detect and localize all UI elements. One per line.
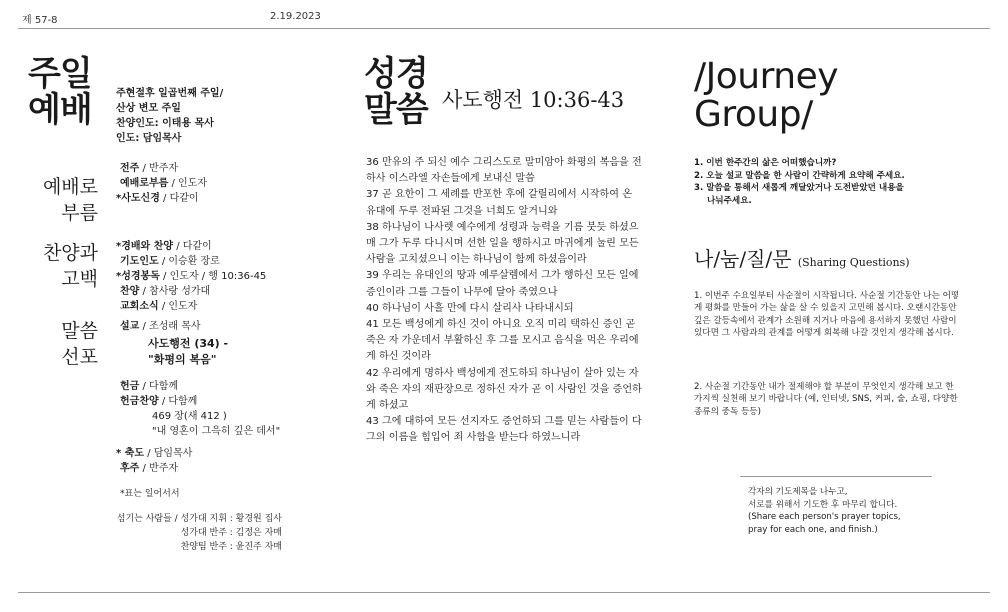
order-row: *경배와 찬양 / 다같이 [116,241,212,252]
server-line: 성가대 반주 : 김정은 자매 [180,528,282,538]
worship-info-line: 산상 변모 주일 [116,103,181,114]
section-word-rows [120,319,228,368]
verse: 37 곧 요한이 그 세례를 반포한 후에 갈릴리에서 시작하여 온 유대에 두루 전파된 그것을 너희도 알거니와 [366,189,632,217]
scripture-title-line1: 성경 [364,54,428,94]
worship-title [28,56,92,128]
prayer-instructions [748,486,938,536]
order-row: 교회소식 / 인도자 [120,301,198,312]
order-row: 기도인도 / 이승환 장로 [120,256,220,267]
journey-question: 3. 말씀을 통해서 새롭게 깨달았거나 도전받았던 내용을 [694,183,904,193]
worship-info [116,86,223,146]
sermon-title: "화평의 복음" [148,353,217,366]
order-row: *성경봉독 / 인도자 / 행 10:36-45 [116,271,267,282]
hymn-number: 469 장(새 412 ) [152,411,227,422]
order-row: 헌금 / 다함께 [120,381,179,392]
order-row: 후주 / 반주자 [120,463,179,474]
verse: 38 하나님이 나사렛 예수에게 성령과 능력을 기름 붓듯 하셨으매 그가 두루 다니시며 선한 일을 행하시고 마귀에게 눌린 모든 사람을 고치셨으니 이는 하나님이 함께 하셨음이라 [366,221,639,266]
section-call-heading: 예배로 부름 [42,176,98,224]
issue-number: 제 57-8 [22,15,58,26]
standing-note: *표는 일어서서 [120,489,180,499]
worship-info-line: 찬양인도: 이태용 목사 [116,118,214,129]
journey-question: 나눠주세요. [707,195,752,206]
sharing-title: 나/눔/질/문 (Sharing Questions) [694,247,910,271]
order-row: 설교 / 조성래 목사 [120,321,201,332]
prayer-line: pray for each one, and finish.) [748,524,878,535]
sharing-question-1: 1. 이번주 수요일부터 사순절이 시작됩니다. 사순절 기간동안 나는 어떻게 평화를 만들어 가는 삶을 살 수 있을지 고민해 봅시다. 오랜시간동안 깊은 갈등속에서 관계가 소원해 지거나 마음에 용서하지 못했던 사람이 있다면 그 사람과의 관계를 어떻게 회복해 나갈 것인지 생각해 봅시다. [694,291,960,339]
journey-title-line1: /Journey [694,56,839,97]
prayer-line: 각자의 기도제목을 나누고, [748,487,848,497]
worship-title-line2: 예배 [28,90,92,130]
verse: 40 하나님이 사흘 만에 다시 살리사 나타내시되 [366,302,574,314]
scripture-title [364,56,428,128]
scripture-verses [366,155,642,447]
verse: 39 우리는 유대인의 땅과 예루살렘에서 그가 행하신 모든 일에 증인이라 그를 그들이 나무에 달아 죽였으나 [366,270,639,298]
sharing-subtitle: (Sharing Questions) [797,256,910,269]
sharing-question-2: 2. 사순절 기간동안 내가 절제해야 할 부분이 무엇인지 생각해 보고 한 가지씩 실천해 보기 바랍니다 (예, 인터넷, SNS, 커피, 술, 쇼핑, 다양한 종류의 중독 등등) [694,382,958,417]
order-row: 헌금찬양 / 다함께 [120,396,198,407]
sermon-reference: 사도행전 (34) - [148,337,229,350]
journey-question: 2. 오늘 설교 말씀을 한 사람이 간략하게 요약해 주세요. [694,170,905,181]
order-row: 찬양 / 참사랑 성가대 [120,286,211,297]
offering-rows [120,379,280,439]
worship-info-line: 인도: 담임목사 [116,133,182,144]
journey-title-line2: Group/ [694,94,813,135]
bulletin-date: 2.19.2023 [270,11,321,22]
closing-rows [116,446,192,476]
section-word-heading: 말씀 선포 [61,320,98,368]
verse: 42 우리에게 명하사 백성에게 전도하되 하나님이 살아 있는 자와 죽은 자의 재판장으로 정하신 자가 곧 이 사람인 것을 증언하게 하셨고 [366,367,642,412]
verse: 43 그에 대하여 모든 선지자도 증언하되 그를 믿는 사람들이 다 그의 이름을 힘입어 죄 사함을 받는다 하였느니라 [366,416,642,444]
section-call-rows [116,161,207,206]
verse: 36 만유의 주 되신 예수 그리스도로 말미암아 화평의 복음을 전하사 이스라엘 자손들에게 보내신 말씀 [366,157,642,185]
journey-title [694,58,838,134]
order-row: *사도신경 / 다같이 [116,193,199,204]
journey-questions [694,157,984,207]
verse: 41 모든 백성에게 하신 것이 아니요 오직 미리 택하신 증인 곧 죽은 자 가운데서 부활하신 후 그를 모시고 음식을 먹은 우리에게 하신 것이라 [366,319,639,363]
order-row: 전주 / 반주자 [120,163,179,174]
server-line: 섬기는 사람들 / 성가대 지휘 : 황경원 집사 [116,514,282,524]
prayer-line: 서로를 위해서 기도한 후 마무리 합니다. [748,499,898,510]
section-praise-heading: 찬양과 고백 [42,242,98,290]
prayer-line: (Share each person's prayer topics, [748,512,901,523]
bottom-rule [18,592,990,593]
worship-info-line: 주현절후 일곱번째 주일/ [116,88,224,99]
worship-title-line1: 주일 [28,54,92,94]
section-praise-rows [116,239,266,314]
hymn-title: "내 영혼이 그윽히 깊은 데서" [152,426,281,437]
scripture-reference: 사도행전 10:36-43 [442,88,625,112]
servers-list [112,512,282,554]
order-row: 예배로부름 / 인도자 [120,178,208,189]
server-line: 찬양팀 반주 : 윤진주 자매 [180,542,282,552]
order-row: * 축도 / 담임목사 [116,448,193,459]
top-rule [18,28,990,29]
prayer-divider [740,476,932,477]
journey-question: 1. 이번 한주간의 삶은 어떠했습니까? [694,158,837,168]
scripture-title-line2: 말씀 [364,90,428,130]
